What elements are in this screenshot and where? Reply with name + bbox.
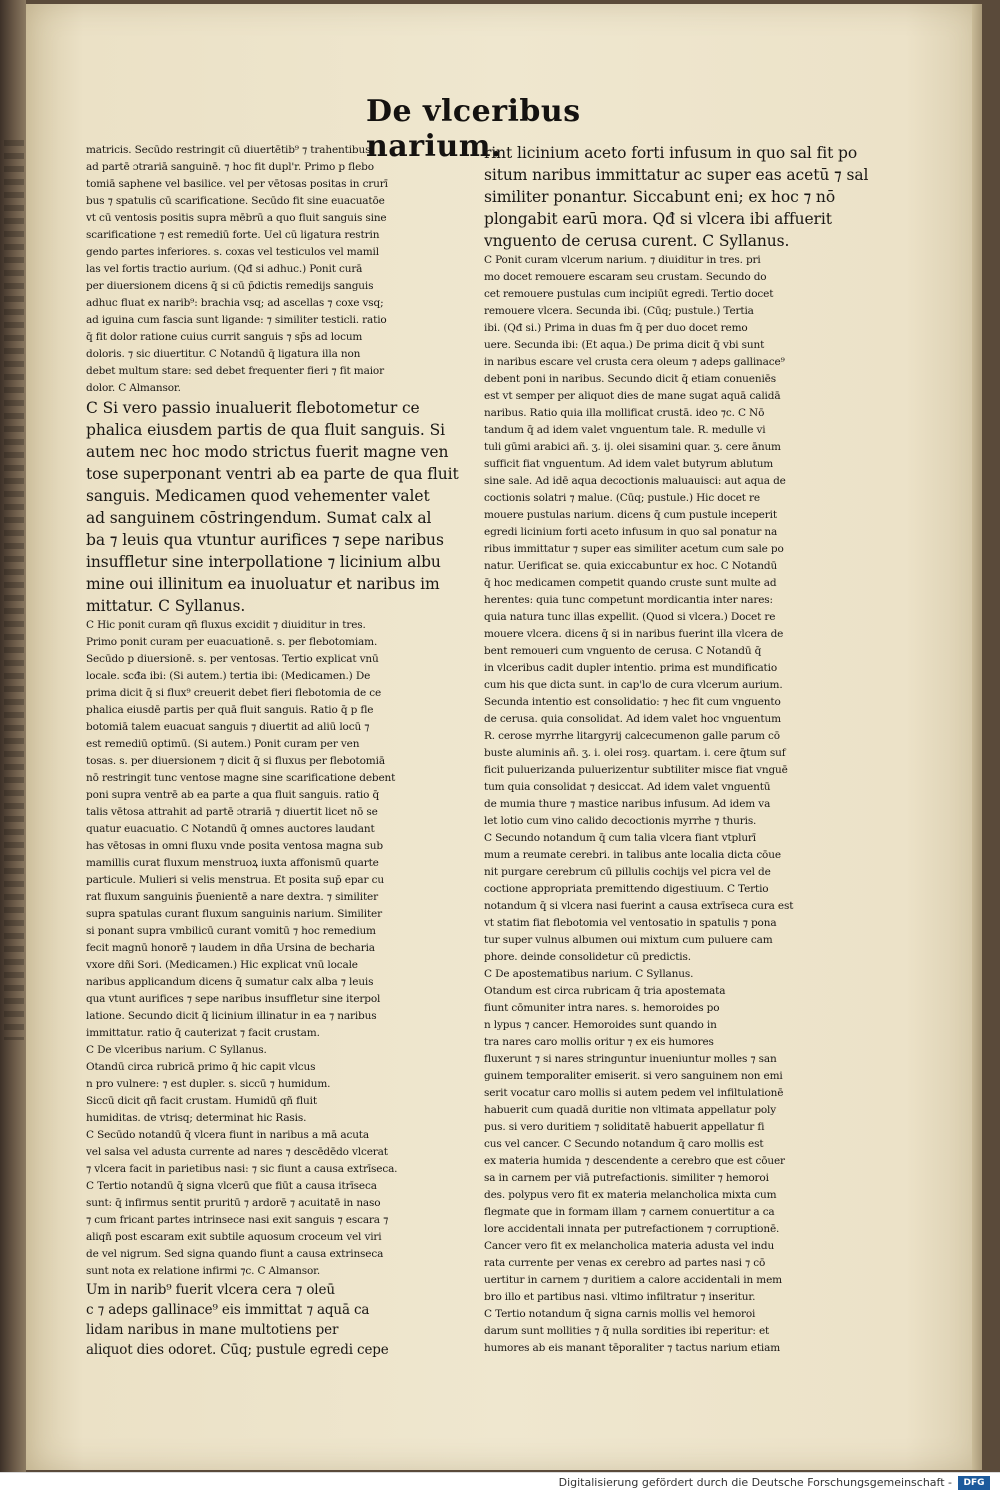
text-line: let lotio cum vino calido decoctionis myrrhe ⁊ thuris. <box>484 815 757 827</box>
right-section-title-block <box>484 966 908 983</box>
text-line: ex materia humida ⁊ descendente a cerebro que est cōuer <box>484 1155 785 1167</box>
text-line: Primo ponit curam per euacuationē. s. per flebotomiam. <box>86 636 378 648</box>
text-line: uertitur in carnem ⁊ duritiem a calore accidentali in mem <box>484 1274 782 1286</box>
text-line: ad sanguinem cōstringendum. Sumat calx al <box>86 509 432 527</box>
facing-page-edge <box>0 0 26 1472</box>
text-line: ad iguina cum fascia sunt ligande: ⁊ similiter testicli. ratio <box>86 314 387 326</box>
text-line: vnguento de cerusa curent. C Syllanus. <box>484 232 790 250</box>
text-line: de vel nigrum. Sed signa quando fiunt a causa extrinseca <box>86 1248 384 1260</box>
text-line: ⁊ vlcera facit in parietibus nasi: ⁊ sic fiunt a causa extrīseca. <box>86 1163 398 1175</box>
text-line: coctione appropriata premittendo digestiuum. C Tertio <box>484 883 769 895</box>
text-line: phalica eiusdem partis de qua fluit sanguis. Si <box>86 421 445 439</box>
text-line: pus. si vero duritiem ⁊ soliditatē habuerit appellatur fi <box>484 1121 765 1133</box>
text-line: serit vocatur caro mollis si autem pedem vel infiltulationē <box>484 1087 784 1099</box>
text-line: vel salsa vel adusta currente ad nares ⁊ descēdēdo vlcerat <box>86 1146 388 1158</box>
text-line: matricis. Secūdo restringit cū diuertētib⁹ ⁊ trahentibus <box>86 144 371 156</box>
text-line: qua vtunt aurifices ⁊ sepe naribus insuffletur sine iterpol <box>86 993 381 1005</box>
text-line: per diuersionem dicens q̄ si cū p̄dictis remedijs sanguis <box>86 280 374 292</box>
text-line: Siccū dicit qñ facit crustam. Humidū qñ fluit <box>86 1095 317 1107</box>
text-line: naribus applicandum dicens q̄ sumatur calx alba ⁊ leuis <box>86 976 374 988</box>
text-line: aliqñ post escaram exit subtile aquosum croceum vel viri <box>86 1231 382 1243</box>
text-line: est remediū optimū. (Si autem.) Ponit curam per ven <box>86 738 360 750</box>
text-line: sunt nota ex relatione infirmi ⁊c. C Almansor. <box>86 1265 321 1277</box>
text-line: natur. Uerificat se. quia exiccabuntur ex hoc. C Notandū <box>484 560 778 572</box>
text-line: q̄ hoc medicamen competit quando cruste sunt multe ad <box>484 577 777 589</box>
text-line: de cerusa. quia consolidat. Ad idem valet hoc vnguentum <box>484 713 781 725</box>
text-line: ad partē ɔtrariā sanguinē. ⁊ hoc fit dupl'r. Primo p flebo <box>86 161 374 173</box>
text-line: locale. scđa ibi: (Si autem.) tertia ibi: (Medicamen.) De <box>86 670 371 682</box>
text-line: rint licinium aceto forti infusum in quo sal fit po <box>484 144 858 162</box>
text-line: phore. deinde consolidetur cū predictis. <box>484 951 691 963</box>
text-line: notandum q̄ si vlcera nasi fuerint a causa extrīseca cura est <box>484 900 794 912</box>
text-line: aliquot dies odoret. Cūq; pustule egredi cepe <box>86 1342 389 1358</box>
text-line: est vt semper per aliquot dies de mane sugat aquā calidā <box>484 390 781 402</box>
left-block-commentary-2 <box>86 617 486 1042</box>
text-line: fiunt cōmuniter intra nares. s. hemoroides po <box>484 1002 720 1014</box>
text-line: C Ponit curam vlcerum narium. ⁊ diuiditur in tres. pri <box>484 254 761 266</box>
text-line: R. cerose myrrhe litargyrij calcecumenon galle parum cō <box>484 730 780 742</box>
text-line: C Si vero passio inualuerit flebotometur ce <box>86 399 420 417</box>
text-line: mine oui illinitum ea inuoluatur et naribus im <box>86 575 440 593</box>
text-line: humiditas. de vtrisq; determinat hic Rasis. <box>86 1112 307 1124</box>
text-line: fecit magnū honorē ⁊ laudem in dña Ursina de becharia <box>86 942 375 954</box>
text-line: in naribus escare vel crusta cera oleum ⁊ adeps gallinace⁹ <box>484 356 785 368</box>
text-line: ba ⁊ leuis qua vtuntur aurifices ⁊ sepe naribus <box>86 531 444 549</box>
text-line: dolor. C Almansor. <box>86 382 181 394</box>
text-line: uere. Secunda ibi: (Et aqua.) De prima dicit q̄ vbi sunt <box>484 339 765 351</box>
text-line: cus vel cancer. C Secundo notandum q̄ caro mollis est <box>484 1138 764 1150</box>
text-line: c ⁊ adeps gallinace⁹ eis immittat ⁊ aquā ca <box>86 1302 370 1318</box>
text-line: Um in narib⁹ fuerit vlcera cera ⁊ oleū <box>86 1282 335 1298</box>
text-line: cum his que dicta sunt. in cap'lo de cura vlcerum aurium. <box>484 679 783 691</box>
text-line: des. polypus vero fit ex materia melancholica mixta cum <box>484 1189 777 1201</box>
left-column <box>86 142 486 1360</box>
footer-bar <box>0 1472 1000 1494</box>
text-line: habuerit cum quadā duritie non vltimata appellatur poly <box>484 1104 777 1116</box>
right-block-commentary-2 <box>484 983 908 1357</box>
text-line: tuli gūmi arabici añ. ʒ. ij. olei sisamini quar. ʒ. cere ānum <box>484 441 781 453</box>
text-line: rata currente per venas ex cerebro ad partes nasi ⁊ cō <box>484 1257 766 1269</box>
text-line: immittatur. ratio q̄ cauterizat ⁊ facit crustam. <box>86 1027 320 1039</box>
right-column <box>484 142 908 1357</box>
text-line: ficit puluerizanda puluerizentur subtiliter misce fiat vnguē <box>484 764 788 776</box>
text-line: Cancer vero fit ex melancholica materia adusta vel indu <box>484 1240 775 1252</box>
text-line: humores ab eis manant tēporaliter ⁊ tactus narium etiam <box>484 1342 781 1354</box>
footer-credit: Digitalisierung gefördert durch die Deutsche Forschungsgemeinschaft - <box>558 1476 952 1489</box>
text-line: in vlceribus cadit dupler intentio. prima est mundificatio <box>484 662 778 674</box>
text-line: mamillis curat fluxum menstruoꝝ iuxta affonismū quarte <box>86 857 379 869</box>
book-page <box>26 4 982 1470</box>
text-line: sufficit fiat vnguentum. Ad idem valet butyrum ablutum <box>484 458 774 470</box>
text-line: supra spatulas curant fluxum sanguinis narium. Similiter <box>86 908 382 920</box>
text-line: rat fluxum sanguinis p̄uenientē a nare dextra. ⁊ similiter <box>86 891 378 903</box>
text-line: lidam naribus in mane multotiens per <box>86 1322 339 1338</box>
text-line: ⁊ cum fricant partes intrinsece nasi exit sanguis ⁊ escara ⁊ <box>86 1214 389 1226</box>
text-line: bus ⁊ spatulis cū scarificatione. Secūdo fit sine euacuatōe <box>86 195 385 207</box>
text-line: cet remouere pustulas cum incipiūt egredi. Tertio docet <box>484 288 774 300</box>
text-line: insuffletur sine interpollatione ⁊ licinium albu <box>86 553 441 571</box>
text-line: quatur euacuatio. C Notandū q̄ omnes auctores laudant <box>86 823 375 835</box>
text-line: remouere vlcera. Secunda ibi. (Cūq; pustule.) Tertia <box>484 305 754 317</box>
text-line: doloris. ⁊ sic diuertitur. C Notandū q̄ ligatura illa non <box>86 348 361 360</box>
text-line: sunt: q̄ infirmus sentit pruritū ⁊ ardorē ⁊ acuitatē in naso <box>86 1197 381 1209</box>
text-line: debet multum stare: sed debet frequenter fieri ⁊ fit maior <box>86 365 384 377</box>
text-line: botomiā talem euacuat sanguis ⁊ diuertit ad aliū locū ⁊ <box>86 721 370 733</box>
text-line: latione. Secundo dicit q̄ licinium illinatur in ea ⁊ naribus <box>86 1010 377 1022</box>
text-line: flegmate que in formam illam ⁊ carnem conuertitur a ca <box>484 1206 775 1218</box>
text-line: Otandum est circa rubricam q̄ tria apostemata <box>484 985 726 997</box>
left-block-commentary-3 <box>86 1059 486 1280</box>
left-section-title-block <box>86 1042 486 1059</box>
text-line: q̄ fit dolor ratione cuius currit sanguis ⁊ sp̄s ad locum <box>86 331 363 343</box>
text-line: tra nares caro mollis oritur ⁊ ex eis humores <box>484 1036 714 1048</box>
text-line: buste aluminis añ. ʒ. i. olei rosȝ. quartam. i. cere q̄tum suf <box>484 747 786 759</box>
text-line: particule. Mulieri si velis menstrua. Et posita sup̄ epar cu <box>86 874 384 886</box>
facing-page-text-bleed <box>4 140 24 1040</box>
text-line: mouere pustulas narium. dicens q̄ cum pustule inceperit <box>484 509 777 521</box>
right-block-text-large <box>484 142 908 252</box>
text-line: plongabit earū mora. Qđ si vlcera ibi affuerit <box>484 210 832 228</box>
text-line: vt statim fiat flebotomia vel ventosatio in spatulis ⁊ pona <box>484 917 777 929</box>
text-line: C Tertio notandum q̄ signa carnis mollis vel hemoroi <box>484 1308 756 1320</box>
text-line: mittatur. C Syllanus. <box>86 597 246 615</box>
text-line: ibi. (Qđ si.) Prima in duas fm q̄ per duo docet remo <box>484 322 748 334</box>
text-line: C Secūdo notandū q̄ vlcera fiunt in naribus a mā acuta <box>86 1129 369 1141</box>
text-line: darum sunt mollities ⁊ q̄ nulla sordities ibi reperitur: et <box>484 1325 770 1337</box>
text-line: n pro vulnere: ⁊ est dupler. s. siccū ⁊ humidum. <box>86 1078 331 1090</box>
text-line: debent poni in naribus. Secundo dicit q̄ etiam conueniēs <box>484 373 776 385</box>
section-title-vlceribus: C De vlceribus narium. C Syllanus. <box>86 1044 267 1056</box>
text-line: nō restringit tunc ventose magne sine scarificatione debent <box>86 772 396 784</box>
left-block-text-large <box>86 397 486 617</box>
text-line: mouere vlcera. dicens q̄ si in naribus fuerint illa vlcera de <box>484 628 784 640</box>
text-line: tur super vulnus albumen oui mixtum cum puluere cam <box>484 934 773 946</box>
text-line: C Tertio notandū q̄ signa vlcerū que fiūt a causa itrīseca <box>86 1180 377 1192</box>
text-line: mum a reumate cerebri. in talibus ante localia dicta cōue <box>484 849 781 861</box>
text-line: prima dicit q̄ si flux⁹ creuerit debet fieri flebotomia de ce <box>86 687 382 699</box>
page-heading: De vlceribus narium. <box>366 94 581 164</box>
text-line: n lypus ⁊ cancer. Hemoroides sunt quando in <box>484 1019 717 1031</box>
text-line: naribus. Ratio quia illa mollificat crustā. ideo ⁊c. C Nō <box>484 407 765 419</box>
text-line: poni supra ventrē ab ea parte a qua fluit sanguis. ratio q̄ <box>86 789 380 801</box>
right-block-commentary-1 <box>484 252 908 966</box>
text-line: quia natura tunc illas expellit. (Quod si vlcera.) Docet re <box>484 611 776 623</box>
text-line: phalica eiusdē partis per quā fluit sanguis. Ratio q̄ p fle <box>86 704 374 716</box>
text-line: tomiā saphene vel basilice. vel per vētosas positas in crurī <box>86 178 388 190</box>
text-line: vxore dñi Sori. (Medicamen.) Hic explicat vnū locale <box>86 959 358 971</box>
text-line: Secunda intentio est consolidatio: ⁊ hec fit cum vnguento <box>484 696 781 708</box>
text-line: C Secundo notandum q̄ cum talia vlcera fiant vtplurī <box>484 832 757 844</box>
text-line: fluxerunt ⁊ si nares stringuntur inueniuntur molles ⁊ san <box>484 1053 777 1065</box>
text-line: C Hic ponit curam qñ fluxus excidit ⁊ diuiditur in tres. <box>86 619 366 631</box>
text-line: autem nec hoc modo strictus fuerit magne ven <box>86 443 449 461</box>
text-line: tose superponant ventri ab ea parte de qua fluit <box>86 465 459 483</box>
text-line: tosas. s. per diuersionem ⁊ dicit q̄ si fluxus per flebotomiā <box>86 755 385 767</box>
text-line: vt cū ventosis positis supra mēbrū a quo fluit sanguis sine <box>86 212 387 224</box>
text-line: has vētosas in omni fluxu vnde posita ventosa magna sub <box>86 840 383 852</box>
text-line: herentes: quia tunc competunt mordicantia inter nares: <box>484 594 773 606</box>
text-line: guinem temporaliter emiserit. si vero sanguinem non emi <box>484 1070 783 1082</box>
text-line: situm naribus immittatur ac super eas acetū ⁊ sal <box>484 166 869 184</box>
dfg-logo: DFG <box>958 1476 990 1490</box>
text-line: sa in carnem per viā putrefactionis. similiter ⁊ hemoroi <box>484 1172 769 1184</box>
text-line: nit purgare cerebrum cū pillulis cochijs vel picra vel de <box>484 866 771 878</box>
text-line: lore accidentali innata per putrefactionem ⁊ corruptionē. <box>484 1223 780 1235</box>
text-line: tum quia consolidat ⁊ desiccat. Ad idem valet vnguentū <box>484 781 771 793</box>
text-line: talis vētosa attrahit ad partē ɔtrariā ⁊ diuertit licet nō se <box>86 806 378 818</box>
text-line: de mumia thure ⁊ mastice naribus infusum. Ad idem va <box>484 798 771 810</box>
text-line: egredi licinium forti aceto infusum in quo sal ponatur na <box>484 526 778 538</box>
text-line: Otandū circa rubricā primo q̄ hic capit vlcus <box>86 1061 316 1073</box>
left-block-commentary-1 <box>86 142 486 397</box>
text-line: si ponant supra vmbilicū curant vomitū ⁊ hoc remedium <box>86 925 376 937</box>
text-line: sanguis. Medicamen quod vehementer valet <box>86 487 430 505</box>
text-line: sine sale. Ad idē aqua decoctionis maluauisci: aut aqua de <box>484 475 786 487</box>
left-block-text-mid <box>86 1280 486 1360</box>
text-line: las vel fortis tractio aurium. (Qđ si adhuc.) Ponit curā <box>86 263 363 275</box>
text-line: tandum q̄ ad idem valet vnguentum tale. R. medulle vi <box>484 424 766 436</box>
text-line: mo docet remouere escaram seu crustam. Secundo do <box>484 271 767 283</box>
text-line: coctionis solatri ⁊ malue. (Cūq; pustule.) Hic docet re <box>484 492 760 504</box>
text-line: scarificatione ⁊ est remediū forte. Uel cū ligatura restrin <box>86 229 380 241</box>
text-line: bent remoueri cum vnguento de cerusa. C Notandū q̄ <box>484 645 762 657</box>
text-line: ribus immittatur ⁊ super eas similiter acetum cum sale po <box>484 543 784 555</box>
text-line: gendo partes inferiores. s. coxas vel testiculos vel mamil <box>86 246 379 258</box>
page-fore-edge <box>972 4 982 1470</box>
text-line: adhuc fluat ex narib⁹: brachia vsq; ad ascellas ⁊ coxe vsq; <box>86 297 384 309</box>
section-title-apostematibus: C De apostematibus narium. C Syllanus. <box>484 968 694 980</box>
text-line: Secūdo p diuersionē. s. per ventosas. Tertio explicat vnū <box>86 653 379 665</box>
text-line: similiter ponantur. Siccabunt eni; ex hoc ⁊ nō <box>484 188 836 206</box>
text-line: bro illo et partibus nasi. vltimo infiltratur ⁊ inseritur. <box>484 1291 756 1303</box>
